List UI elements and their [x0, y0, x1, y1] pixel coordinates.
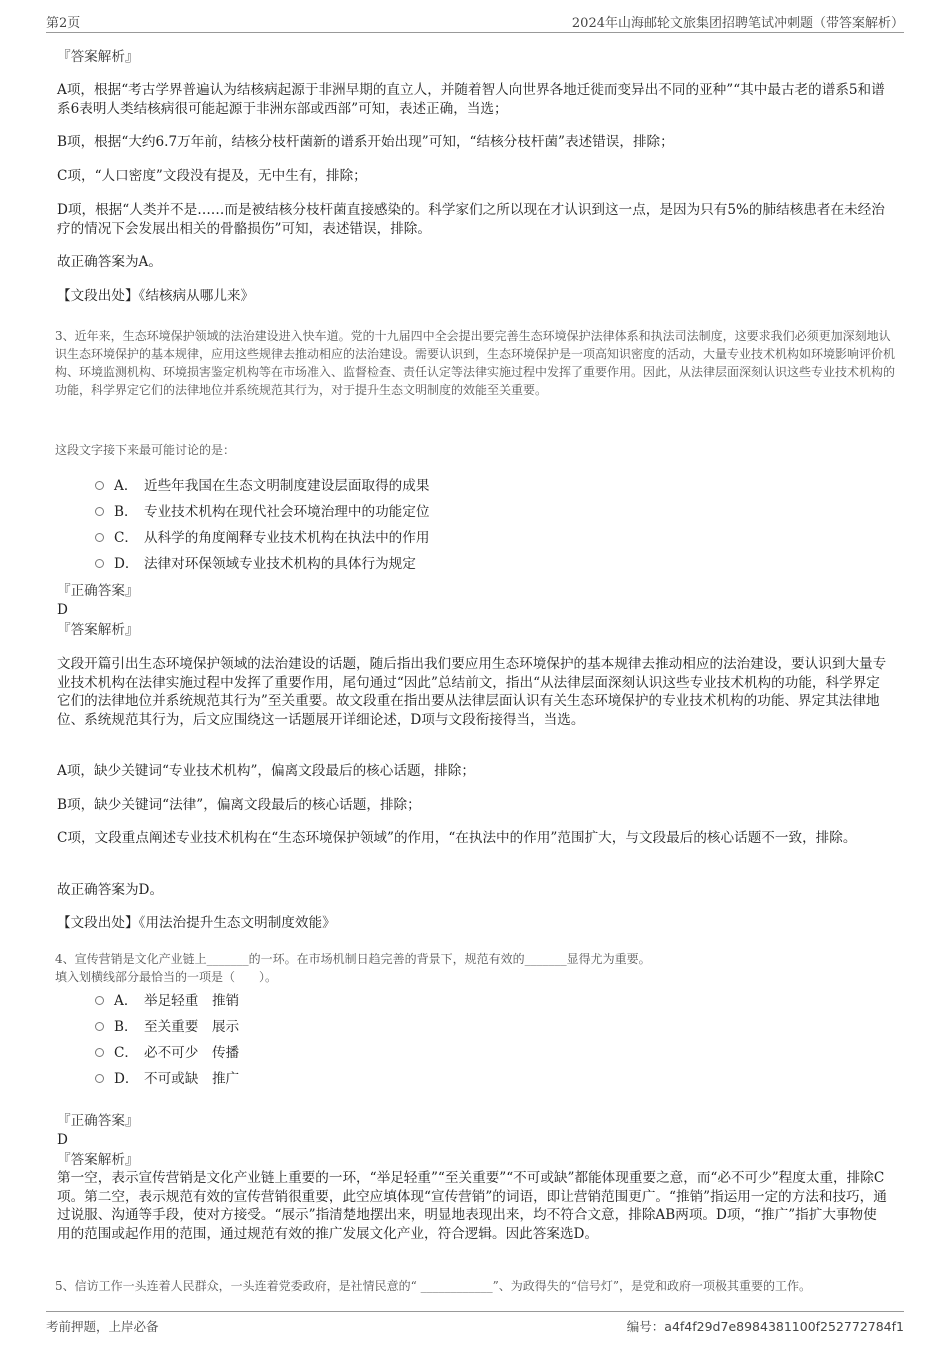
radio-icon[interactable]: [95, 1022, 104, 1031]
q2-source: 【文段出处】《结核病从哪儿来》: [57, 288, 255, 304]
radio-icon[interactable]: [95, 533, 104, 542]
q3-analysis-c: C项，文段重点阐述专业技术机构在“生态环境保护领域”的作用，“在执法中的作用”范围扩大，与文段最后的核心话题不一致，排除。: [57, 830, 857, 846]
q2-analysis-d: D项，根据“人类并不是……而是被结核分枝杆菌直接感染的。科学家们之所以现在才认识到这一点，是因为只有5%的肺结核患者在未经治疗的情况下会发展出相关的骨骼损伤”可知，表述错误，排除。: [57, 202, 885, 237]
radio-icon[interactable]: [95, 481, 104, 490]
q3-option-c[interactable]: C． 从科学的角度阐释专业技术机构在执法中的作用: [95, 528, 429, 548]
q4-option-a[interactable]: A． 举足轻重 推销: [95, 991, 239, 1011]
document-code: 编号：a4f4f29d7e8984381100f252772784f1: [626, 1319, 904, 1334]
radio-icon[interactable]: [95, 1074, 104, 1083]
q4-analysis: 第一空，表示宣传营销是文化产业链上重要的一环，“举足轻重”“至关重要”“不可或缺”都能体现重要之意，而“必不可少”程度太重，排除C项。第二空，表示规范有效的宣传营销很重要，此空应填体现“宣传营销”的词语，即让营销范围更广。“推销”指运用一定的方法和技巧，通过说服、沟通等手段，使对方接受。“展示”指清楚地摆出来，明显地表现出来，均不符合文意，排除AB两项。D项，“推广”指扩大事物使用的范围或起作用的范围，通过规范有效的推广发展文化产业，符合逻辑。因此答案选D。: [57, 1170, 887, 1242]
q3-source: 【文段出处】《用法治提升生态文明制度效能》: [57, 915, 336, 931]
q3-analysis: 文段开篇引出生态环境保护领域的法治建设的话题，随后指出我们要应用生态环境保护的基本规律去推动相应的法治建设，要认识到大量专业技术机构在法律实施过程中发挥了重要作用，尾句通过“因此”总结前文，指出“从法律层面深刻认识这些专业技术机构的功能，科学界定它们的法律地位并系统规范其行为”至关重要。故文段重在指出要从法律层面认识有关生态环境保护的专业技术机构的功能、界定其法律地位、系统规范其行为，后文应围绕这一话题展开详细论述，D项与文段衔接得当，当选。: [57, 656, 887, 728]
q4-stem: [55, 950, 897, 986]
radio-icon[interactable]: [95, 507, 104, 516]
q4-option-b[interactable]: B． 至关重要 展示: [95, 1017, 239, 1037]
q3-option-a[interactable]: A． 近些年我国在生态文明制度建设层面取得的成果: [95, 476, 429, 496]
q4-stem-text: 4、宣传营销是文化产业链上_______的一环。在市场机制日趋完善的背景下，规范有效的_______显得尤为重要。: [55, 952, 651, 966]
page-footer: [46, 1311, 904, 1338]
radio-icon[interactable]: [95, 1048, 104, 1057]
radio-icon[interactable]: [95, 996, 104, 1005]
q3-answer-heading: 『正确答案』: [57, 583, 139, 599]
q4-answer-heading: 『正确答案』: [57, 1113, 139, 1129]
q4-prompt: 填入划横线部分最恰当的一项是（ ）。: [55, 970, 278, 984]
q3-option-b[interactable]: B． 专业技术机构在现代社会环境治理中的功能定位: [95, 502, 429, 522]
footer-slogan: 考前押题，上岸必备: [46, 1319, 159, 1334]
document-title: 2024年山海邮轮文旅集团招聘笔试冲刺题（带答案解析）: [571, 16, 904, 31]
q3-answer: D: [57, 602, 68, 618]
q4-option-c[interactable]: C． 必不可少 传播: [95, 1043, 239, 1063]
q2-analysis-heading: 『答案解析』: [57, 49, 139, 65]
q3-analysis-heading: 『答案解析』: [57, 622, 139, 638]
q2-analysis-b: B项，根据“大约6.7万年前，结核分枝杆菌新的谱系开始出现”可知，“结核分枝杆菌”表述错误，排除；: [57, 134, 674, 150]
q3-stem: 3、近年来，生态环境保护领域的法治建设进入快车道。党的十九届四中全会提出要完善生态环境保护法律体系和执法司法制度，这要求我们必须更加深刻地认识生态环境保护的基本规律，应用这些规律去推动相应的法治建设。需要认识到，生态环境保护是一项高知识密度的活动，大量专业技术机构如环境影响评价机构、环境监测机构、环境损害鉴定机构等在市场准入、监督检查、责任认定等法律实施过程中发挥了重要作用。因此，从法律层面深刻认识这些专业技术机构的功能，科学界定它们的法律地位并系统规范其行为，对于提升生态文明制度的效能至关重要。: [55, 329, 896, 397]
q2-analysis-a: A项，根据“考古学界普遍认为结核病起源于非洲早期的直立人，并随着智人向世界各地迁徙而变异出不同的亚种”“其中最古老的谱系5和谱系6表明人类结核病很可能起源于非洲东部或西部”可知，表述正确，当选；: [57, 82, 885, 117]
q4-option-d[interactable]: D． 不可或缺 推广: [95, 1069, 239, 1089]
q2-analysis-c: C项，“人口密度”文段没有提及，无中生有，排除；: [57, 168, 367, 184]
q3-analysis-a: A项，缺少关键词“专业技术机构”，偏离文段最后的核心话题，排除；: [57, 763, 475, 779]
q3-prompt: 这段文字接下来最可能讨论的是：: [55, 443, 236, 457]
q3-analysis-b: B项，缺少关键词“法律”，偏离文段最后的核心话题，排除；: [57, 797, 421, 813]
q3-conclusion: 故正确答案为D。: [57, 882, 164, 898]
page-number: 第2页: [46, 16, 81, 31]
q2-conclusion: 故正确答案为A。: [57, 254, 162, 270]
page-header: [46, 8, 904, 33]
q4-answer: D: [57, 1132, 68, 1148]
radio-icon[interactable]: [95, 559, 104, 568]
q4-analysis-heading: 『答案解析』: [57, 1152, 139, 1168]
q3-option-d[interactable]: D． 法律对环保领域专业技术机构的具体行为规定: [95, 554, 416, 574]
q5-stem: 5、信访工作一头连着人民群众，一头连着党委政府，是社情民意的“ ____________”、为政得失的“信号灯”，是党和政府一项极其重要的工作。: [55, 1279, 811, 1293]
